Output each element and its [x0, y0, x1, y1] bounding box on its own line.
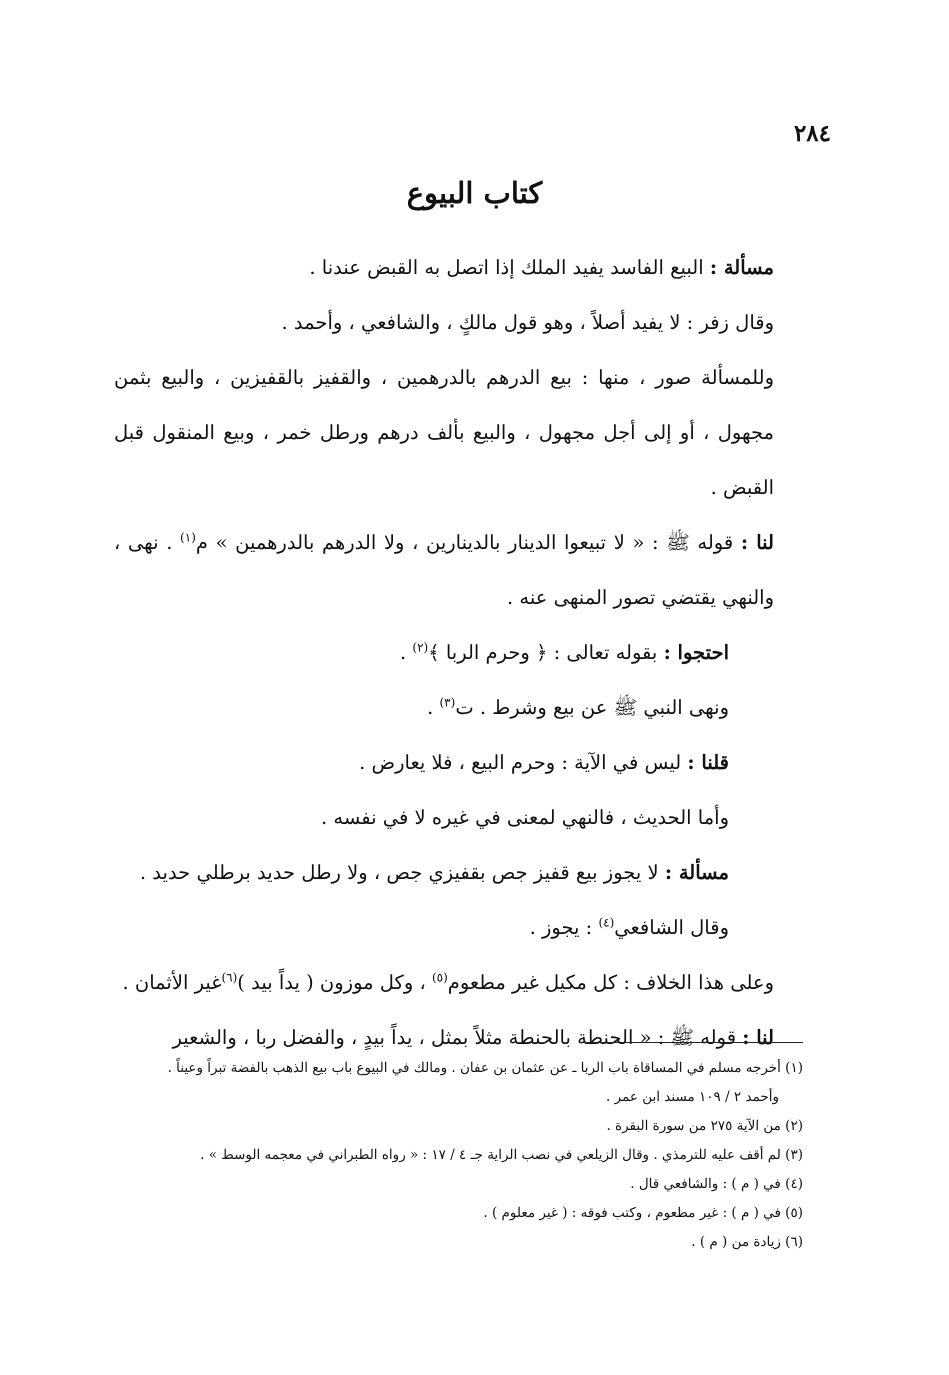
paragraph-lead: لنا : [740, 531, 774, 554]
chapter-title: كتاب البيوع [406, 176, 543, 210]
footnote-continuation: وأحمد ٢ / ١٠٩ مسند ابن عمر . [606, 1089, 779, 1105]
paragraph [114, 240, 804, 295]
paragraph [114, 350, 804, 515]
paragraph-text: . [399, 641, 413, 664]
footnote: (٥) في ( م ) : غير مطعوم ، وكتب فوقه : ( غير معلوم ) . [483, 1205, 803, 1221]
footnote-ref[interactable]: (٤) [598, 915, 615, 930]
paragraph [114, 680, 804, 735]
paragraph [114, 790, 804, 845]
paragraph-text: وللمسألة صور ، منها : بيع الدرهم بالدرهمين ، والقفيز بالقفيزين ، والبيع بثمن مجهول ، أو إلى أجل مجهول ، والبيع بألف درهم ورطل خمر ، وبيع المنقول قبل القبض . [114, 366, 774, 499]
paragraph [114, 845, 804, 900]
footnote-ref[interactable]: (٥) [431, 970, 448, 985]
footnote: (٦) زيادة من ( م ) . [691, 1234, 803, 1250]
paragraph [114, 625, 804, 680]
paragraph-text: قوله ﷺ : « الحنطة بالحنطة مثلاً بمثل ، يداً بيدٍ ، والفضل ربا ، والشعير [172, 1026, 743, 1049]
paragraph-text: . [427, 696, 440, 719]
paragraph-text: بقوله تعالى : ﴿ وحرم الربا ﴾ [428, 641, 664, 664]
paragraph-text: وأما الحديث ، فالنهي لمعنى في غيره لا في نفسه . [320, 806, 729, 829]
footnote: (٤) في ( م ) : والشافعي قال . [630, 1176, 803, 1192]
footnote-ref[interactable]: (٢) [412, 640, 429, 655]
page-number: ٢٨٤ [793, 120, 831, 147]
footnote-divider [579, 1042, 803, 1043]
paragraph-text: وقال زفر : لا يفيد أصلاً ، وهو قول مالكٍ ، والشافعي ، وأحمد . [281, 311, 774, 334]
footnote-ref[interactable]: (٦) [221, 970, 238, 985]
paragraph [114, 955, 804, 1010]
paragraph [114, 515, 804, 625]
paragraph-lead: لنا : [742, 1026, 774, 1049]
paragraph-text: ، وكل موزون ( يداً بيد ) [237, 971, 432, 994]
paragraph-lead: مسألة : [709, 256, 774, 279]
footnote: (٣) لم أقف عليه للترمذي . وقال الزيلعي في نصب الراية جـ ٤ / ١٧ : « رواه الطبراني في معجمه الوسط » . [200, 1147, 803, 1163]
paragraph-lead: قلنا : [687, 751, 729, 774]
paragraph-text: غير الأثمان . [122, 971, 222, 994]
footnote: (٢) من الآية ٢٧٥ من سورة البقرة . [606, 1118, 803, 1134]
paragraph-text: وقال الشافعي [614, 916, 729, 939]
paragraph-text: ونهى النبي ﷺ عن بيع وشرط . ت [455, 696, 729, 719]
footnote-ref[interactable]: (١) [180, 530, 196, 545]
paragraph [114, 295, 804, 350]
paragraph [114, 735, 804, 790]
paragraph-text: قوله ﷺ : « لا تبيعوا الدينار بالدينارين ، ولا الدرهم بالدرهمين » م [195, 531, 741, 554]
paragraph-text: : يجوز . [529, 916, 599, 939]
paragraph-lead: احتجوا : [663, 641, 729, 664]
paragraph-text: ليس في الآية : وحرم البيع ، فلا يعارض . [359, 751, 688, 774]
paragraph [114, 900, 804, 955]
footnotes [113, 1054, 803, 1257]
paragraph-text: . نهى ، والنهي يقتضي تصور المنهى عنه . [114, 531, 774, 609]
main-text [114, 240, 804, 1065]
footnote: (١) أخرجه مسلم في المساقاة باب الربا ـ عن عثمان بن عفان . ومالك في البيوع باب بيع الذهب بالفضة تبراً وعيناً . [167, 1060, 803, 1076]
paragraph-lead: مسألة : [664, 861, 729, 884]
footnote-ref[interactable]: (٣) [439, 695, 456, 710]
paragraph-text: البيع الفاسد يفيد الملك إذا اتصل به القبض عندنا . [309, 256, 710, 279]
paragraph-text: وعلى هذا الخلاف : كل مكيل غير مطعوم [447, 971, 774, 994]
paragraph-text: لا يجوز بيع قفيز جص بقفيزي جص ، ولا رطل حديد برطلي حديد . [139, 861, 665, 884]
